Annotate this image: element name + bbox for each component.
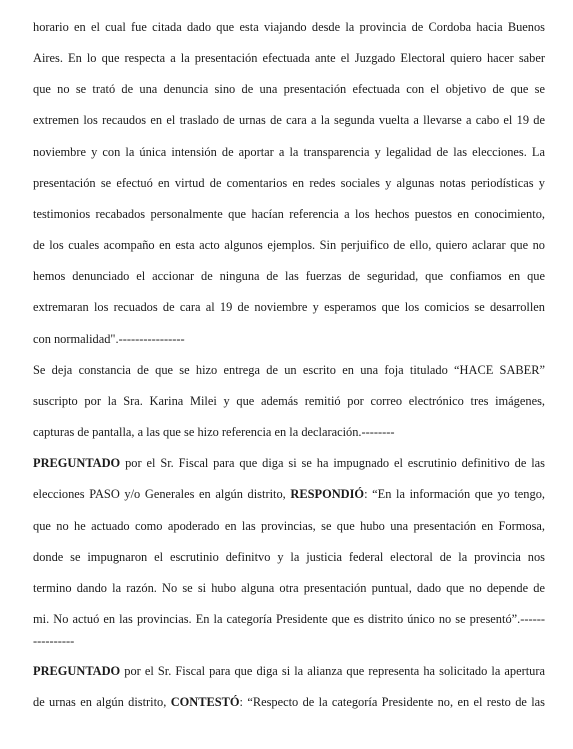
paragraph-line: Se deja constancia de que se hizo entrega de un escrito en una foja titulado “HACE SABER” bbox=[33, 363, 545, 377]
paragraph-line: ---------- bbox=[33, 634, 75, 648]
paragraph-line bbox=[33, 456, 545, 471]
paragraph-line: de los cuales acompaño en esta acto algunos ejemplos. Sin perjuifico de ello, quiero aclarar que no bbox=[33, 238, 545, 252]
question-text: por el Sr. Fiscal para que diga si la alianza que representa ha solicitado la apertura bbox=[120, 664, 545, 678]
paragraph-line: extremaran los recuados de cara al 19 de noviembre y esperamos que los comicios se desarrollen bbox=[33, 300, 545, 314]
question-text: por el Sr. Fiscal para que diga si se ha impugnado el escrutinio definitivo de las bbox=[120, 456, 545, 470]
answer-label: RESPONDIÓ bbox=[290, 487, 365, 501]
paragraph-line bbox=[33, 664, 545, 679]
paragraph-line bbox=[33, 487, 545, 502]
paragraph-line: que no he actuado como apoderado en las provincias, se que hubo una presentación en Formosa, bbox=[33, 519, 545, 533]
paragraph-line: horario en el cual fue citada dado que esta viajando desde la provincia de Cordoba hacia Buenos bbox=[33, 20, 545, 34]
answer-text: : “Respecto de la categoría Presidente no, en el resto de las bbox=[239, 695, 545, 709]
paragraph-line: donde se impugnaron el escrutinio definitvo y la justicia federal electoral de la provincia nos bbox=[33, 550, 545, 564]
question-text: de urnas en algún distrito, bbox=[33, 695, 171, 709]
paragraph-line: mi. No actuó en las provincias. En la categoría Presidente que es distrito único no se presentó”.------ bbox=[33, 612, 545, 626]
answer-text: : “En la información que yo tengo, bbox=[364, 487, 545, 501]
paragraph-line: con normalidad".---------------- bbox=[33, 332, 185, 346]
paragraph-line: que no se trató de una denuncia sino de una presentación efectuada con el objetivo de que se bbox=[33, 82, 545, 96]
question-label: PREGUNTADO bbox=[33, 456, 121, 470]
paragraph-line: noviembre y con la única intensión de aportar a la transparencia y legalidad de las elecciones. La bbox=[33, 145, 545, 159]
paragraph-line: suscripto por la Sra. Karina Milei y que además remitió por correo electrónico tres imágenes, bbox=[33, 394, 545, 408]
question-label: PREGUNTADO bbox=[33, 664, 121, 678]
paragraph-line: testimonios recabados personalmente que hacían referencia a los hechos puestos en conocimiento, bbox=[33, 207, 545, 221]
paragraph-line: termino dando la razón. No se si hubo alguna otra presentación puntual, dado que no depende de bbox=[33, 581, 545, 595]
paragraph-line: Aires. En lo que respecta a la presentación efectuada ante el Juzgado Electoral quiero hacer saber bbox=[33, 51, 545, 65]
paragraph-line: hemos denunciado el accionar de ninguna de las fuerzas de seguridad, que confiamos en que bbox=[33, 269, 545, 283]
paragraph-line: extremen los recaudos en el traslado de urnas de cara a la segunda vuelta a llevarse a cabo el 19 de bbox=[33, 113, 545, 127]
paragraph-line: capturas de pantalla, a las que se hizo referencia en la declaración.-------- bbox=[33, 425, 395, 439]
question-text: elecciones PASO y/o Generales en algún distrito, bbox=[33, 487, 291, 501]
paragraph-line: presentación se efectuó en virtud de comentarios en redes sociales y algunas notas periodísticas y bbox=[33, 176, 545, 190]
answer-label: CONTESTÓ bbox=[170, 695, 240, 709]
paragraph-line bbox=[33, 695, 545, 710]
document-page bbox=[33, 0, 545, 749]
